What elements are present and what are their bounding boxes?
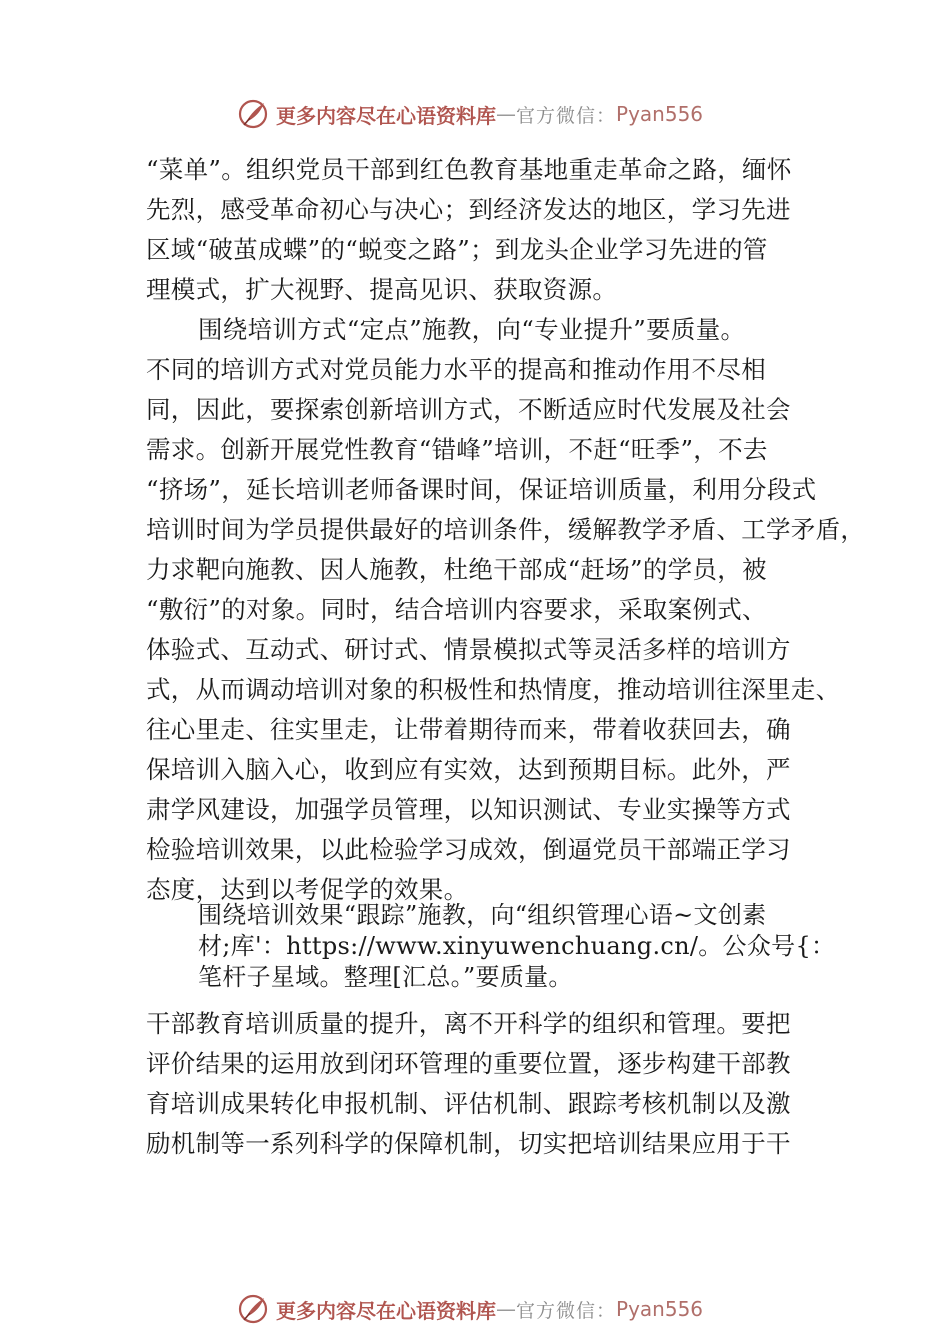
body-line: 不同的培训方式对党员能力水平的提高和推动作用不尽相: [146, 355, 766, 384]
body-line: 励机制等一系列科学的保障机制，切实把培训结果应用于干: [146, 1129, 791, 1158]
banner-wechat-label: 官方微信：: [516, 104, 617, 127]
banner-wechat-id: Pyan556: [616, 102, 704, 126]
banner-separator: —: [496, 102, 516, 126]
banner-separator: —: [496, 1297, 516, 1321]
banner-slogan: 更多内容尽在心语资料库: [276, 103, 496, 128]
feather-pen-logo-icon: [236, 1292, 270, 1326]
body-line: “挤场”，延长培训老师备课时间，保证培训质量，利用分段式: [146, 475, 817, 504]
body-line: 先烈，感受革命初心与决心；到经济发达的地区，学习先进: [146, 195, 791, 224]
body-line: 需求。创新开展党性教育“错峰”培训，不赶“旺季”，不去: [146, 435, 768, 464]
body-line: 同，因此，要探索创新培训方式，不断适应时代发展及社会: [146, 395, 791, 424]
body-line: 往心里走、往实里走，让带着期待而来，带着收获回去，确: [146, 715, 791, 744]
body-line: 区域“破茧成蝶”的“蜕变之路”；到龙头企业学习先进的管: [146, 235, 768, 264]
body-line: 肃学风建设，加强学员管理，以知识测试、专业实操等方式: [146, 795, 791, 824]
banner-slogan: 更多内容尽在心语资料库: [276, 1298, 496, 1323]
body-line: 干部教育培训质量的提升，离不开科学的组织和管理。要把: [146, 1009, 791, 1038]
body-line: 育培训成果转化申报机制、评估机制、跟踪考核机制以及激: [146, 1089, 791, 1118]
header-banner: [236, 94, 756, 134]
body-line: 培训时间为学员提供最好的培训条件，缓解教学矛盾、工学矛盾，: [146, 515, 866, 544]
body-line: “菜单”。组织党员干部到红色教育基地重走革命之路，缅怀: [146, 155, 792, 184]
banner-wechat-label: 官方微信：: [516, 1299, 617, 1322]
body-line: 评价结果的运用放到闭环管理的重要位置，逐步构建干部教: [146, 1049, 791, 1078]
body-line: 理模式，扩大视野、提高见识、获取资源。: [146, 275, 618, 304]
heading-line: 围绕培训效果“跟踪”施教，向“组织管理心语~文创素: [198, 901, 767, 929]
document-body: [146, 150, 866, 910]
body-line: 体验式、互动式、研讨式、情景模拟式等灵活多样的培训方: [146, 635, 791, 664]
section-heading: 围绕培训方式“定点”施教，向“专业提升”要质量。: [198, 315, 746, 344]
body-line: 保培训入脑入心，收到应有实效，达到预期目标。此外，严: [146, 755, 791, 784]
body-line: 态度，达到以考促学的效果。: [146, 875, 469, 904]
heading-line: 笔杆子星域。整理[汇总。”要质量。: [198, 963, 573, 991]
heading-line: 材;库'：https://www.xinyuwenchuang.cn/。公众号{：: [198, 932, 836, 960]
document-body-continued: [146, 1004, 836, 1164]
body-line: 力求靶向施教、因人施教，杜绝干部成“赶场”的学员，被: [146, 555, 767, 584]
section-heading-block: [198, 900, 838, 993]
footer-banner: [236, 1289, 756, 1329]
feather-pen-logo-icon: [236, 97, 270, 131]
body-line: 检验培训效果，以此检验学习成效，倒逼党员干部端正学习: [146, 835, 791, 864]
banner-wechat-id: Pyan556: [616, 1297, 704, 1321]
body-line: “敷衍”的对象。同时，结合培训内容要求，采取案例式、: [146, 595, 767, 624]
body-line: 式，从而调动培训对象的积极性和热情度，推动培训往深里走、: [146, 675, 841, 704]
